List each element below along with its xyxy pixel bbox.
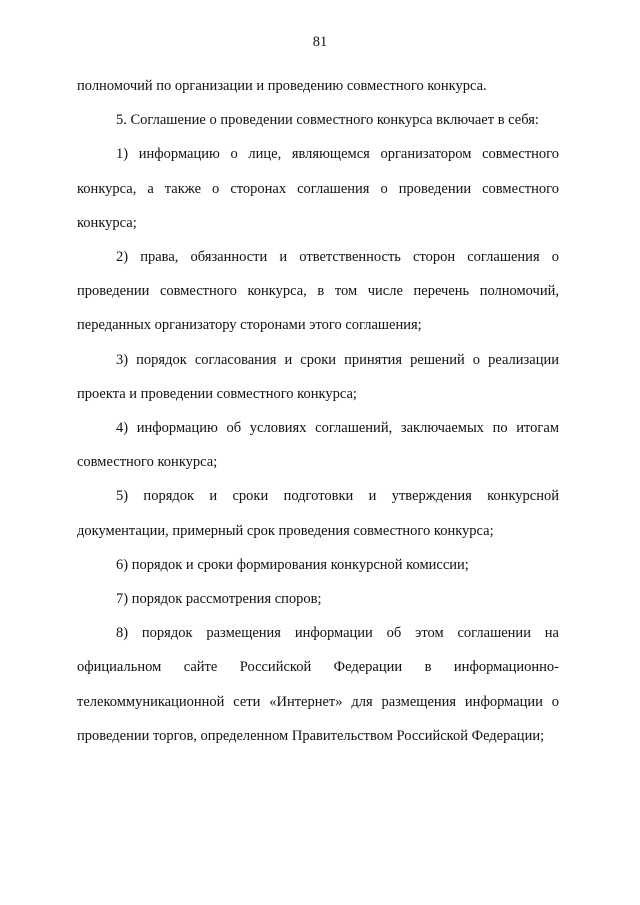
page-number: 81 [312,34,328,50]
paragraph-subitem-2: 2) права, обязанности и ответственность сторон соглашения о проведении совместного конкурса, в том числе перечень полномочий, переданных организатору сторонами этого соглашения; [77,249,559,334]
paragraph-subitem-1: 1) информацию о лице, являющемся организатором совместного конкурса, а также о сторонах соглашения о проведении совместного конкурса; [77,146,559,231]
paragraph-subitem-8: 8) порядок размещения информации об этом соглашении на официальном сайте Российской Федерации в информационно-телекоммуникационной сети «Интернет» для размещения информации о проведении торгов, определенном Правительством Российской Федерации; [77,625,559,744]
paragraph-subitem-3: 3) порядок согласования и сроки принятия решений о реализации проекта и проведении совместного конкурса; [77,351,559,402]
paragraph-item-5: 5. Соглашение о проведении совместного конкурса включает в себя: [116,112,539,129]
paragraph-subitem-4: 4) информацию об условиях соглашений, заключаемых по итогам совместного конкурса; [77,420,559,471]
paragraph-subitem-7: 7) порядок рассмотрения споров; [116,591,322,608]
paragraph-subitem-6: 6) порядок и сроки формирования конкурсной комиссии; [116,556,469,573]
document-body [77,69,559,753]
paragraph-continuation: полномочий по организации и проведению совместного конкурса. [77,78,487,94]
paragraph-subitem-5: 5) порядок и сроки подготовки и утверждения конкурсной документации, примерный срок проведения совместного конкурса; [77,488,559,539]
